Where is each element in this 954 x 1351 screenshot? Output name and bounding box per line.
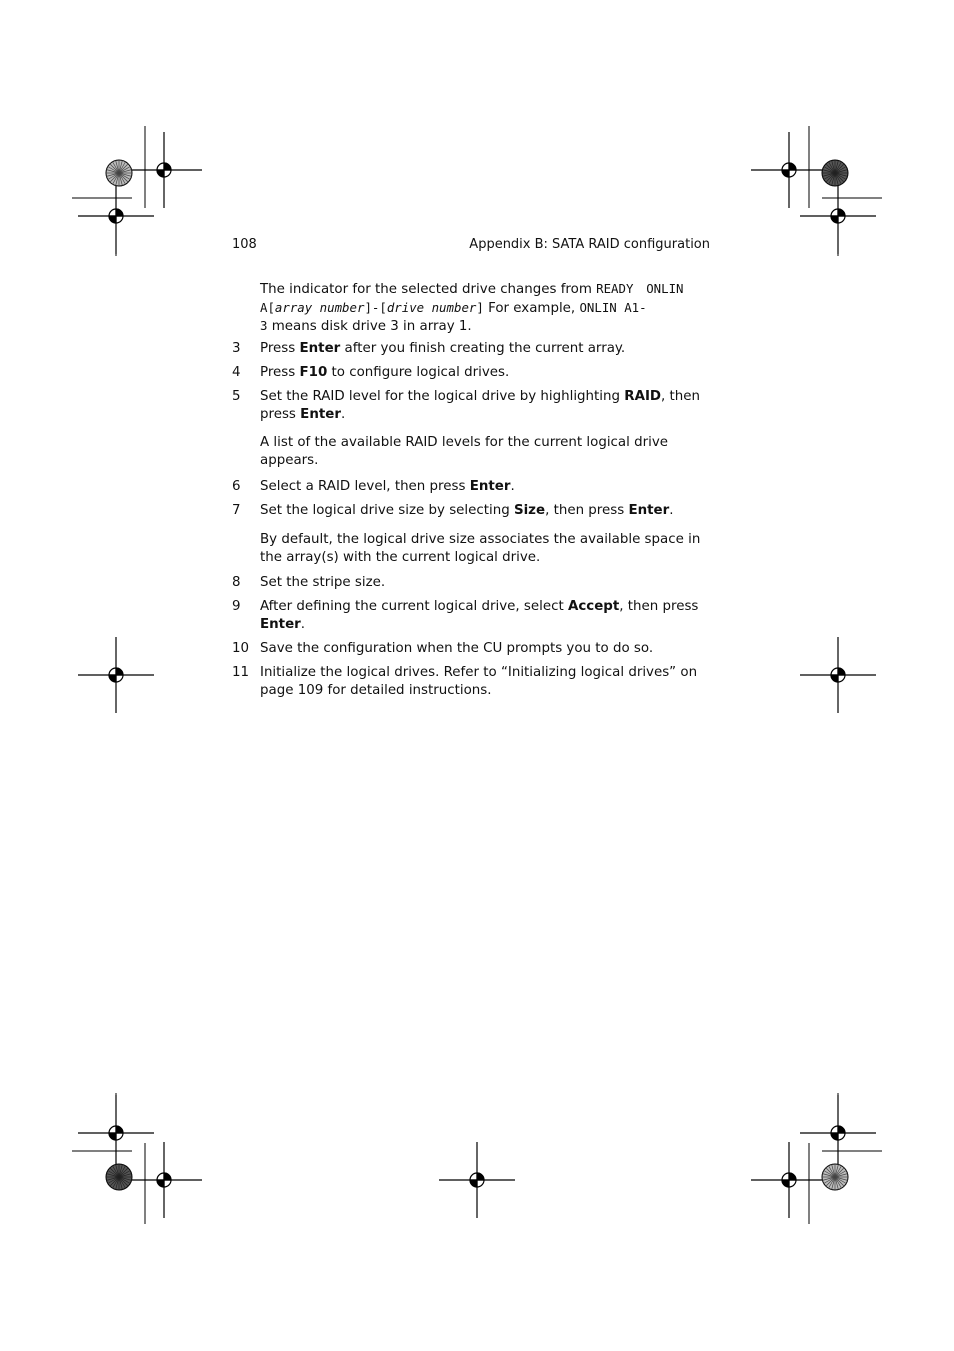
- running-header: Appendix B: SATA RAID configuration: [469, 237, 710, 252]
- registration-target-icon: [800, 1095, 876, 1171]
- registration-target-icon: [751, 132, 827, 208]
- color-bar-sun-icon: [106, 1164, 132, 1190]
- note-default-size: By default, the logical drive size associates the available space in the array(s) with the current logical drive.: [260, 532, 701, 565]
- color-bar-sun-icon: [106, 160, 132, 186]
- registration-target-icon: [126, 1142, 202, 1218]
- registration-target-icon: [751, 1142, 827, 1218]
- registration-target-icon: [78, 637, 154, 713]
- intro-paragraph: The indicator for the selected drive changes from READY ONLIN A[array number]-[drive number] For example, ONLIN A1- 3 means disk drive 3 in array 1.: [260, 281, 684, 335]
- registration-target-icon: [126, 132, 202, 208]
- page-number: 108: [232, 237, 257, 252]
- registration-target-icon: [800, 637, 876, 713]
- note-raid-levels: A list of the available RAID levels for the current logical drive appears.: [260, 435, 668, 468]
- registration-target-icon: [439, 1142, 515, 1218]
- registration-target-icon: [800, 178, 876, 254]
- color-bar-sun-icon: [822, 1164, 848, 1190]
- registration-target-icon: [78, 178, 154, 254]
- color-bar-sun-icon: [822, 160, 848, 186]
- registration-target-icon: [78, 1095, 154, 1171]
